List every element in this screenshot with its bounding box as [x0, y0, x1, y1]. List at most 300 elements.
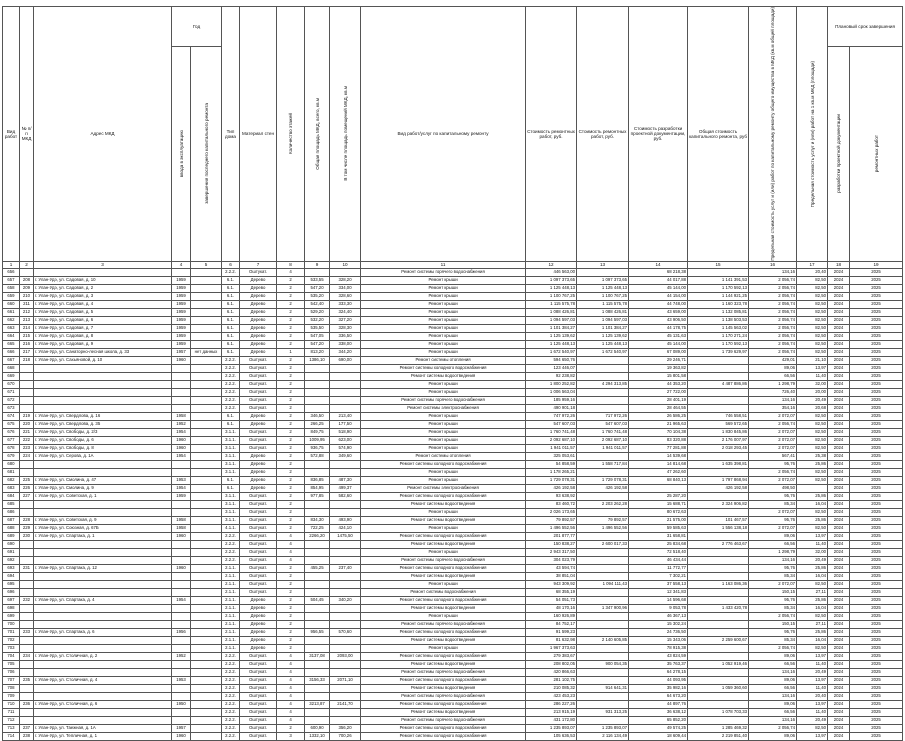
table-cell: 2.2.2. — [222, 652, 240, 660]
table-cell: Ремонт системы электроснабжения — [361, 484, 526, 492]
table-cell — [577, 548, 629, 556]
table-cell: Ремонт системы холодного водоснабжения — [361, 676, 526, 684]
table-cell: 2 — [277, 324, 305, 332]
table-cell: 547,20 — [305, 284, 330, 292]
table-cell: 222 — [20, 436, 34, 444]
table-cell — [688, 612, 749, 620]
table-cell: Оштукат. — [240, 364, 277, 372]
table-row — [3, 356, 903, 364]
table-cell: Ремонт системы водоотведения — [361, 684, 526, 692]
table-cell: 185 959,16 — [526, 396, 577, 404]
header-row-top — [3, 7, 903, 47]
table-cell: 2 — [277, 492, 305, 500]
hdr-marginal-cost-2: Предельная стоимость услуг и (или) работ на 1 кв.м МКД (площади) — [797, 7, 828, 262]
table-row — [3, 300, 903, 308]
table-cell: 1 115 575,78 — [526, 300, 577, 308]
table-cell — [688, 372, 749, 380]
table-cell: 570,60 — [330, 628, 361, 636]
table-cell — [330, 460, 361, 468]
table-cell: 238 — [20, 732, 34, 740]
table-cell — [20, 364, 34, 372]
table-cell: 209 — [20, 284, 34, 292]
table-cell: 21 575,00 — [629, 516, 688, 524]
table-cell — [172, 580, 191, 588]
table-cell: 936,75 — [305, 444, 330, 452]
table-cell: 2 — [277, 276, 305, 284]
table-cell — [577, 668, 629, 676]
table-cell: Ремонт крыши — [361, 644, 526, 652]
table-cell — [191, 724, 222, 732]
table-cell: 2 056,74 — [749, 292, 797, 300]
table-cell: 2024 — [828, 444, 850, 452]
table-cell: г. Улан-Удэ, ул. Садовая, д. 10 — [34, 276, 172, 284]
table-cell: 836,85 — [305, 476, 330, 484]
table-cell: 77 281,88 — [629, 444, 688, 452]
table-cell — [20, 404, 34, 412]
table-cell: 693 — [3, 564, 20, 572]
table-cell: 2024 — [828, 532, 850, 540]
table-cell: 2 — [277, 644, 305, 652]
table-cell: 2025 — [850, 588, 903, 596]
table-cell: 2 — [277, 356, 305, 364]
table-cell: 714 — [3, 732, 20, 740]
table-cell: 2.2.2. — [222, 364, 240, 372]
table-cell: 11 772,77 — [629, 564, 688, 572]
table-row — [3, 628, 903, 636]
table-cell — [330, 372, 361, 380]
table-cell: 487,30 — [330, 476, 361, 484]
table-cell: Ремонт крыши — [361, 428, 526, 436]
table-cell: Оштукат. — [240, 724, 277, 732]
table-cell: 1 797 868,94 — [688, 476, 749, 484]
table-cell — [34, 556, 172, 564]
table-cell: г. Улан-Удэ, ул. Санаторно-лесная школа, д. 33 — [34, 348, 172, 356]
table-cell: 1 729 078,31 — [526, 476, 577, 484]
table-cell: 2 072,07 — [749, 444, 797, 452]
table-cell: 85,34 — [749, 500, 797, 508]
table-cell: 15 688,71 — [629, 500, 688, 508]
table-cell: 704 — [3, 652, 20, 660]
table-cell: 49 574,25 — [629, 724, 688, 732]
table-cell: 15 801,58 — [629, 372, 688, 380]
table-cell: 1960 — [172, 356, 191, 364]
table-cell: Оштукат. — [240, 492, 277, 500]
table-cell — [191, 484, 222, 492]
table-cell: 201 877,77 — [526, 532, 577, 540]
table-cell: 4 294 313,85 — [577, 380, 629, 388]
table-cell: 2025 — [850, 444, 903, 452]
table-cell: 2.2.2. — [222, 268, 240, 276]
table-cell: 1 125 448,13 — [577, 340, 629, 348]
table-cell: 1956 — [172, 628, 191, 636]
table-cell: 669 — [3, 372, 20, 380]
table-cell: 2 — [277, 580, 305, 588]
table-cell: 702 — [3, 636, 20, 644]
table-cell: 726,40 — [749, 388, 797, 396]
table-cell: 223 — [20, 444, 34, 452]
table-cell: 44 017,88 — [629, 276, 688, 284]
table-cell: Оштукат. — [240, 444, 277, 452]
table-cell: 220 — [20, 420, 34, 428]
table-cell: г. Улан-Удэ, ул. Смолина, д. 47 — [34, 476, 172, 484]
table-cell: 1 941 011,57 — [577, 444, 629, 452]
table-row — [3, 580, 903, 588]
table-cell: 705 — [3, 660, 20, 668]
table-row — [3, 692, 903, 700]
table-cell: г. Улан-Удэ, ул. Садовая, д. 6 — [34, 316, 172, 324]
table-cell: 25,86 — [797, 596, 828, 604]
table-cell: 1 347 900,96 — [577, 604, 629, 612]
table-cell: 1 160 323,78 — [688, 300, 749, 308]
table-cell — [34, 684, 172, 692]
table-cell — [688, 644, 749, 652]
table-cell: 13,97 — [797, 700, 828, 708]
table-cell: 227 — [20, 492, 34, 500]
table-cell: 2024 — [828, 668, 850, 676]
table-cell: 1959 — [172, 308, 191, 316]
table-cell: 66,56 — [749, 708, 797, 716]
table-cell: 2024 — [828, 516, 850, 524]
table-cell — [305, 684, 330, 692]
table-cell: 150,15 — [749, 588, 797, 596]
table-cell: Ремонт системы холодного водоснабжения — [361, 724, 526, 732]
table-cell — [20, 588, 34, 596]
table-cell: 65 852,20 — [629, 716, 688, 724]
table-cell — [330, 540, 361, 548]
table-cell: Оштукат. — [240, 716, 277, 724]
table-cell: 2.2.2. — [222, 676, 240, 684]
column-number: 14 — [629, 261, 688, 268]
table-cell: 1 125 448,13 — [577, 284, 629, 292]
table-cell: 85,34 — [749, 604, 797, 612]
table-cell: г. Улан-Удэ, ул. Садовая, д. 4 — [34, 300, 172, 308]
column-number: 17 — [797, 261, 828, 268]
table-cell — [34, 620, 172, 628]
table-cell — [172, 500, 191, 508]
table-cell — [191, 436, 222, 444]
table-cell: 2 — [277, 484, 305, 492]
table-cell: Ремонт системы горячего водоснабжения — [361, 396, 526, 404]
table-cell: Оштукат. — [240, 516, 277, 524]
table-cell: 572,88 — [305, 452, 330, 460]
table-cell: 675 — [3, 420, 20, 428]
table-cell: 16,04 — [797, 636, 828, 644]
table-cell: 2025 — [850, 404, 903, 412]
table-cell: 3156,33 — [305, 676, 330, 684]
table-cell: 4 — [277, 692, 305, 700]
table-cell: 21 965,63 — [629, 420, 688, 428]
table-cell: 349,60 — [330, 452, 361, 460]
table-cell — [172, 268, 191, 276]
table-cell: 2 — [277, 308, 305, 316]
table-cell: Дерево — [240, 636, 277, 644]
table-cell — [191, 564, 222, 572]
table-cell: 499,37 — [330, 484, 361, 492]
table-cell: 498,50 — [749, 484, 797, 492]
table-cell: 2.1.1. — [222, 612, 240, 620]
table-cell: 1 088 426,81 — [526, 308, 577, 316]
table-cell — [577, 620, 629, 628]
table-cell: 2.2.2. — [222, 700, 240, 708]
table-cell — [172, 460, 191, 468]
table-cell: 1 170 592,13 — [688, 340, 749, 348]
table-cell — [577, 388, 629, 396]
table-cell: 4 487 886,86 — [688, 380, 749, 388]
table-row — [3, 724, 903, 732]
table-cell — [172, 556, 191, 564]
table-row — [3, 284, 903, 292]
table-cell: 455,25 — [305, 564, 330, 572]
table-cell — [330, 572, 361, 580]
table-cell — [172, 692, 191, 700]
table-cell — [191, 620, 222, 628]
table-cell: 1 729 078,31 — [577, 476, 629, 484]
table-cell: Ремонт системы водоотведения — [361, 636, 526, 644]
table-cell — [191, 596, 222, 604]
table-cell: 2 056,74 — [749, 300, 797, 308]
table-cell: 943 309,92 — [526, 580, 577, 588]
column-number: 13 — [577, 261, 629, 268]
table-cell: 678 — [3, 444, 20, 452]
table-cell: 2 140 605,85 — [577, 636, 629, 644]
table-cell: 1 672 540,97 — [577, 348, 629, 356]
table-cell: 2024 — [828, 460, 850, 468]
table-cell: 1 100 767,25 — [526, 292, 577, 300]
table-cell: 1 094 111,43 — [577, 580, 629, 588]
table-cell: Оштукат. — [240, 732, 277, 740]
table-cell — [305, 548, 330, 556]
table-cell: 44 178,75 — [629, 324, 688, 332]
table-cell: г. Улан-Удэ, ул. Садовая, д. 2 — [34, 284, 172, 292]
table-cell — [191, 412, 222, 420]
table-cell: 4 — [277, 700, 305, 708]
table-row — [3, 404, 903, 412]
table-cell: 92 238,82 — [526, 372, 577, 380]
table-cell — [577, 652, 629, 660]
table-cell — [191, 732, 222, 740]
table-cell: 3213,87 — [305, 700, 330, 708]
table-cell: 2 056,74 — [749, 308, 797, 316]
table-cell: Ремонт системы холодного водоснабжения — [361, 652, 526, 660]
table-cell: 429,01 — [749, 356, 797, 364]
table-row — [3, 340, 903, 348]
table-cell: 2093,00 — [330, 652, 361, 660]
table-cell: 2024 — [828, 356, 850, 364]
table-cell: 95,76 — [749, 460, 797, 468]
table-cell: 20,49 — [797, 668, 828, 676]
table-cell: 662 — [3, 316, 20, 324]
table-cell — [34, 540, 172, 548]
table-cell: Оштукат. — [240, 700, 277, 708]
table-row — [3, 684, 903, 692]
table-cell: 327,20 — [330, 316, 361, 324]
table-cell: 1959 — [172, 332, 191, 340]
table-cell — [577, 452, 629, 460]
table-cell: Оштукат. — [240, 660, 277, 668]
table-cell: 213 915,19 — [526, 708, 577, 716]
table-cell: Дерево — [240, 292, 277, 300]
table-cell — [172, 468, 191, 476]
table-cell: 2025 — [850, 372, 903, 380]
table-cell: 711 — [3, 708, 20, 716]
table-cell — [191, 316, 222, 324]
table-cell: 688 — [3, 524, 20, 532]
table-cell: 208 — [20, 276, 34, 284]
table-cell: 1950 — [172, 700, 191, 708]
table-row — [3, 708, 903, 716]
table-cell — [191, 580, 222, 588]
table-cell — [172, 364, 191, 372]
table-cell: 2 — [277, 500, 305, 508]
table-cell: 2 072,07 — [749, 508, 797, 516]
table-cell — [172, 404, 191, 412]
table-cell: 1 125 448,13 — [526, 340, 577, 348]
table-cell: 28 464,55 — [629, 404, 688, 412]
table-cell: 2024 — [828, 340, 850, 348]
table-cell: 95,76 — [749, 492, 797, 500]
table-cell — [191, 540, 222, 548]
table-cell: 28 401,19 — [629, 396, 688, 404]
table-cell: 80 672,63 — [629, 508, 688, 516]
table-cell: 691 — [3, 548, 20, 556]
table-cell: 70 104,38 — [629, 428, 688, 436]
table-cell: Ремонт системы горячего водоснабжения — [361, 556, 526, 564]
table-cell: 2024 — [828, 268, 850, 276]
table-cell — [20, 604, 34, 612]
table-cell: 3.1.1. — [222, 428, 240, 436]
table-cell: Ремонт системы водоотведения — [361, 540, 526, 548]
table-cell: 2025 — [850, 692, 903, 700]
table-cell: г. Улан-Удэ, ул. Серова, д. 1А — [34, 452, 172, 460]
table-cell: 1 094 597,03 — [526, 316, 577, 324]
table-cell: 11,40 — [797, 372, 828, 380]
table-cell: 1 100 767,25 — [577, 292, 629, 300]
table-cell: 2 056,74 — [749, 284, 797, 292]
table-cell: г. Улан-Удэ, ул. Спартака, д. 12 — [34, 564, 172, 572]
table-cell — [688, 716, 749, 724]
hdr-living-area: В том числе площадь помещений МКД, кв.м — [330, 7, 361, 262]
table-cell: Оштукат. — [240, 388, 277, 396]
repair-register-table — [2, 6, 903, 741]
table-cell: 1 125 139,62 — [577, 332, 629, 340]
table-cell: 82,50 — [797, 284, 828, 292]
table-cell: Оштукат. — [240, 708, 277, 716]
table-cell: 1 078 703,33 — [688, 708, 749, 716]
table-cell — [34, 716, 172, 724]
column-number: 12 — [526, 261, 577, 268]
table-cell: г. Улан-Удэ, ул. Садовая, д. 8 — [34, 332, 172, 340]
table-cell: 426 192,58 — [577, 484, 629, 492]
table-row — [3, 388, 903, 396]
hdr-marginal-cost: Предельная стоимость услуг и (или) работ по капитальному ремонту общего имущества в МКД (кв.м общей площади) — [749, 7, 797, 262]
table-cell: 2025 — [850, 484, 903, 492]
table-row — [3, 604, 903, 612]
table-cell: 2025 — [850, 428, 903, 436]
table-cell: 2025 — [850, 724, 903, 732]
table-cell: 13,97 — [797, 532, 828, 540]
table-cell: Оштукат. — [240, 676, 277, 684]
table-cell: 2024 — [828, 596, 850, 604]
table-row — [3, 564, 903, 572]
table-cell — [20, 708, 34, 716]
table-cell: 431 172,80 — [526, 716, 577, 724]
table-cell: 6.1. — [222, 324, 240, 332]
table-cell — [20, 668, 34, 676]
table-cell — [305, 580, 330, 588]
table-cell — [688, 532, 749, 540]
table-cell: 221 — [20, 428, 34, 436]
table-cell: 2 — [277, 388, 305, 396]
table-cell — [577, 356, 629, 364]
table-row — [3, 668, 903, 676]
table-cell — [688, 700, 749, 708]
table-cell — [34, 708, 172, 716]
table-cell — [688, 668, 749, 676]
table-cell: 2024 — [828, 508, 850, 516]
table-cell — [305, 588, 330, 596]
table-cell: 700,26 — [330, 732, 361, 740]
table-cell: 95,76 — [749, 564, 797, 572]
table-cell — [191, 668, 222, 676]
table-cell: 20,40 — [797, 268, 828, 276]
table-cell: 671 — [3, 388, 20, 396]
table-cell: 670 — [3, 380, 20, 388]
table-cell — [191, 556, 222, 564]
table-cell — [191, 604, 222, 612]
table-cell: 2 — [277, 596, 305, 604]
table-cell: 46 434,44 — [629, 556, 688, 564]
table-cell: Оштукат. — [240, 588, 277, 596]
table-cell: 4 — [277, 548, 305, 556]
hdr-works: Вид работ/услуг по капитальному ремонту — [361, 7, 526, 262]
hdr-num-mkd: № п/п МКД — [20, 7, 34, 262]
table-cell: 4 — [277, 660, 305, 668]
table-cell: 1 052 919,46 — [688, 660, 749, 668]
table-cell — [191, 308, 222, 316]
table-cell: Ремонт системы отопления — [361, 452, 526, 460]
table-cell: Ремонт крыши — [361, 388, 526, 396]
table-cell: Ремонт крыши — [361, 468, 526, 476]
table-cell: 2.1.1. — [222, 588, 240, 596]
table-cell: 2024 — [828, 380, 850, 388]
hdr-year-built: ввода в эксплуатацию — [172, 46, 191, 261]
table-cell: Ремонт крыши — [361, 420, 526, 428]
table-cell — [330, 364, 361, 372]
table-cell: 1 235 893,07 — [577, 724, 629, 732]
table-cell: 1 496 552,56 — [526, 524, 577, 532]
table-cell: 2 072,07 — [749, 436, 797, 444]
table-cell: 2024 — [828, 716, 850, 724]
table-cell: 2025 — [850, 324, 903, 332]
table-cell: 2 — [277, 436, 305, 444]
table-cell: 2 072,07 — [749, 580, 797, 588]
table-row — [3, 620, 903, 628]
table-cell: 2024 — [828, 484, 850, 492]
table-cell — [172, 588, 191, 596]
table-cell: 2025 — [850, 676, 903, 684]
table-cell: 2024 — [828, 564, 850, 572]
table-cell: 6.1. — [222, 332, 240, 340]
table-cell: 1 125 139,62 — [526, 332, 577, 340]
table-cell: 1 170 271,24 — [688, 332, 749, 340]
table-cell: 2024 — [828, 292, 850, 300]
table-cell: 2 — [277, 300, 305, 308]
table-cell — [330, 604, 361, 612]
table-cell: 18 609,44 — [629, 732, 688, 740]
table-row — [3, 452, 903, 460]
table-cell: 4 — [277, 540, 305, 548]
table-cell: Ремонт системы холодного водоснабжения — [361, 364, 526, 372]
